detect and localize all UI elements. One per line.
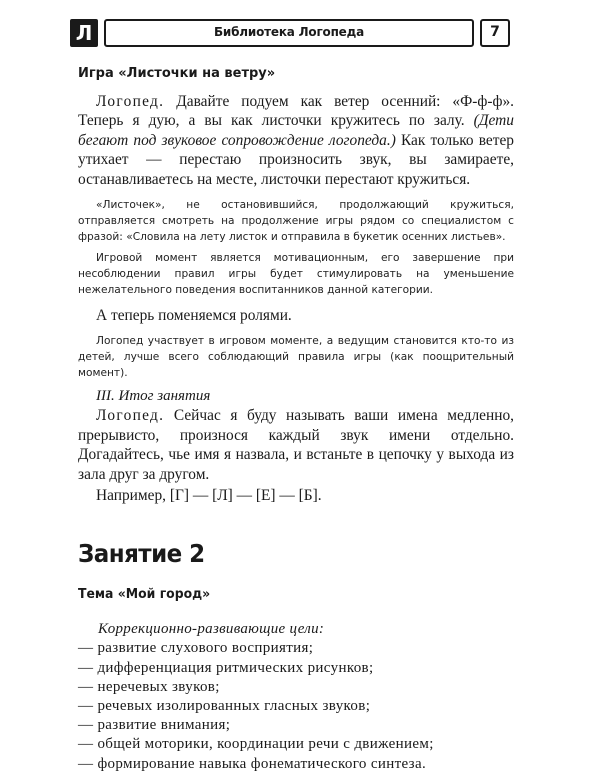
page-number: 7 — [490, 24, 500, 40]
game-paragraph-4: А теперь поменяемся ролями. — [96, 307, 292, 325]
page-header — [70, 19, 510, 47]
goal-item: — формирование навыка фонематического синтеза. — [78, 755, 427, 772]
summary-text: Сейчас я буду называть ваши имена медленно, прерывисто, произнося каждый звук имени отдельно. Догадайтесь, чье имя я назвала, и встаньте в цепочку у выхода из зала друг за другом. — [78, 407, 514, 483]
game-paragraph-5: Логопед участвует в игровом моменте, а ведущим становится кто-то из детей, лучше всего соблюдающий правила игры (как поощрительный момент). — [78, 335, 514, 380]
page-number-box — [480, 19, 510, 47]
goals-title: Коррекционно-развивающие цели: — [98, 621, 325, 638]
game-title: Игра «Листочки на ветру» — [78, 66, 276, 81]
game-paragraph-1-stage-direction: (Дети бегают под звуковое сопровождение логопеда.) — [78, 112, 514, 149]
goal-item: — общей моторики, координации речи с движением; — [78, 736, 434, 753]
topic-heading: Тема «Мой город» — [78, 586, 211, 603]
game-paragraph-1-text-b: Как только ветер утихает — перестаю произносить звук, вы замираете, останавливаетесь на месте, листочки перестают кружиться. — [78, 131, 515, 188]
game-paragraph-2: «Листочек», не остановившийся, продолжающий кружиться, отправляется смотреть на продолжение игры рядом со специалистом с фразой: «Словила на лету листок и отправила в букетик осенних листьев». — [78, 199, 514, 244]
lesson-heading: Занятие 2 — [78, 539, 205, 569]
goal-item: — неречевых звуков; — [78, 678, 220, 695]
summary-title: III. Итог занятия — [96, 388, 211, 405]
speaker-label: Логопед. — [96, 93, 165, 110]
header-title: Библиотека Логопеда — [213, 25, 365, 39]
header-title-bar — [104, 19, 474, 47]
summary-speaker-label: Логопед. — [96, 407, 165, 425]
page-content — [78, 62, 514, 774]
game-paragraph-1-text-a: Давайте подуем как ветер осенний: «Ф-ф-ф». Теперь я дую, а вы как листочки кружитесь по залу. — [78, 93, 514, 130]
goal-item: — речевых изолированных гласных звуков; — [78, 698, 371, 715]
logo-letter: Л — [75, 21, 93, 45]
goal-item: — развитие внимания; — [78, 717, 231, 734]
goal-item: — развитие слухового восприятия; — [78, 640, 314, 657]
goal-item: — дифференциация ритмических рисунков; — [78, 659, 374, 676]
game-paragraph-3: Игровой момент является мотивационным, его завершение при несоблюдении правил игры будет стимулировать на уменьшение нежелательного поведения воспитанников данной категории. — [78, 252, 514, 297]
goals-list — [78, 639, 514, 773]
library-logo — [70, 19, 98, 47]
summary-paragraph — [78, 406, 514, 484]
game-paragraph-1 — [78, 92, 514, 189]
summary-example: Например, [Г] — [Л] — [Е] — [Б]. — [96, 487, 322, 505]
